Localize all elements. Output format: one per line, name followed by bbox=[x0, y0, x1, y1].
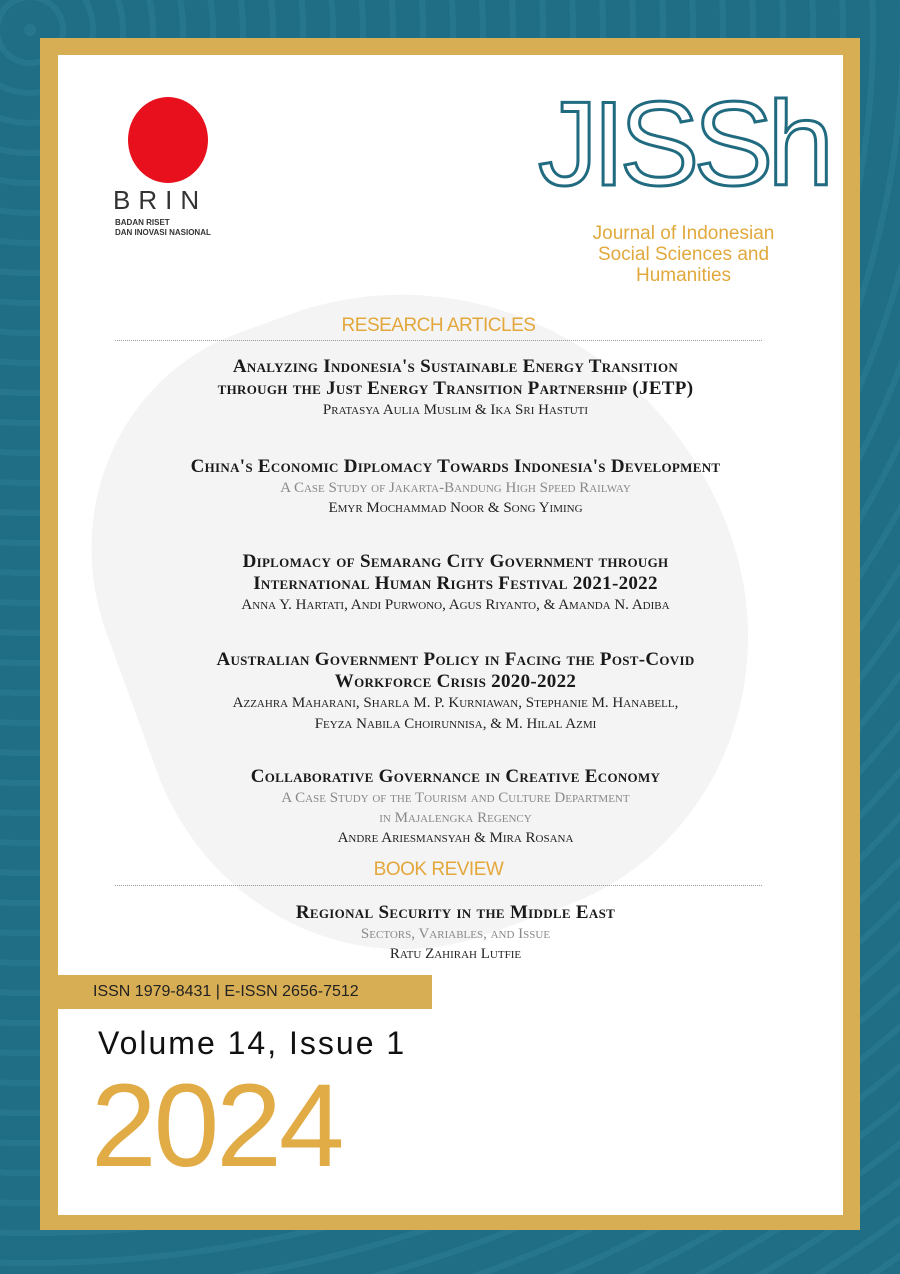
review-authors: Ratu Zahirah Lutfie bbox=[389, 946, 522, 962]
journal-name-3: Humanities bbox=[635, 265, 732, 286]
review-subtitle: Sectors, Variables, and Issue bbox=[360, 926, 551, 942]
brin-wordmark: BRIN bbox=[113, 185, 208, 215]
article bbox=[88, 456, 823, 519]
article bbox=[88, 551, 823, 616]
divider bbox=[115, 340, 762, 341]
article-authors: Azzahra Maharani, Sharla M. P. Kurniawan, Stephanie M. Hanabell, bbox=[232, 695, 679, 711]
article bbox=[88, 356, 823, 421]
article-title: Workforce Crisis 2020-2022 bbox=[334, 671, 577, 692]
review-title: Regional Security in the Middle East bbox=[295, 902, 616, 923]
book-review bbox=[88, 902, 823, 965]
article bbox=[88, 649, 823, 735]
journal-name-1: Journal of Indonesian bbox=[592, 223, 775, 244]
jissh-logo: JISSh bbox=[538, 77, 829, 211]
article-title: Analyzing Indonesia's Sustainable Energy Transition bbox=[232, 356, 679, 377]
brin-sub-1: BADAN RISET bbox=[115, 218, 170, 227]
year: 2024 bbox=[91, 1060, 342, 1192]
article-subtitle: A Case Study of Jakarta-Bandung High Speed Railway bbox=[280, 480, 631, 496]
journal-name bbox=[571, 223, 796, 286]
article-authors: Pratasya Aulia Muslim & Ika Sri Hastuti bbox=[322, 402, 589, 418]
article-title: China's Economic Diplomacy Towards Indonesia's Development bbox=[190, 456, 721, 477]
article bbox=[88, 766, 823, 849]
cover-page bbox=[58, 55, 843, 1215]
journal-name-2: Social Sciences and bbox=[597, 244, 770, 265]
article-subtitle: in Majalengka Regency bbox=[379, 810, 532, 826]
article-authors: Emyr Mochammad Noor & Song Yiming bbox=[328, 500, 583, 516]
section-book-review: BOOK REVIEW bbox=[373, 859, 504, 880]
article-authors: Andre Ariesmansyah & Mira Rosana bbox=[337, 830, 574, 846]
brin-sub-2: DAN INOVASI NASIONAL bbox=[115, 228, 211, 237]
article-subtitle: A Case Study of the Tourism and Culture Department bbox=[281, 790, 630, 806]
brin-logo-icon bbox=[128, 97, 208, 183]
issn-bar: ISSN 1979-8431 | E-ISSN 2656-7512 bbox=[58, 975, 432, 1009]
article-authors: Feyza Nabila Choirunnisa, & M. Hilal Azmi bbox=[314, 716, 597, 732]
brin-subtitle bbox=[115, 218, 211, 238]
section-research-articles: RESEARCH ARTICLES bbox=[341, 315, 536, 336]
divider bbox=[115, 885, 762, 886]
article-title: Australian Government Policy in Facing the Post-Covid bbox=[216, 649, 695, 670]
volume-issue: Volume 14, Issue 1 bbox=[98, 1025, 407, 1061]
article-authors: Anna Y. Hartati, Andi Purwono, Agus Riyanto, & Amanda N. Adiba bbox=[241, 597, 670, 613]
article-title: Diplomacy of Semarang City Government through bbox=[242, 551, 669, 572]
article-title: through the Just Energy Transition Partnership (JETP) bbox=[217, 378, 694, 399]
article-title: Collaborative Governance in Creative Economy bbox=[250, 766, 661, 787]
article-title: International Human Rights Festival 2021-2022 bbox=[253, 573, 658, 594]
